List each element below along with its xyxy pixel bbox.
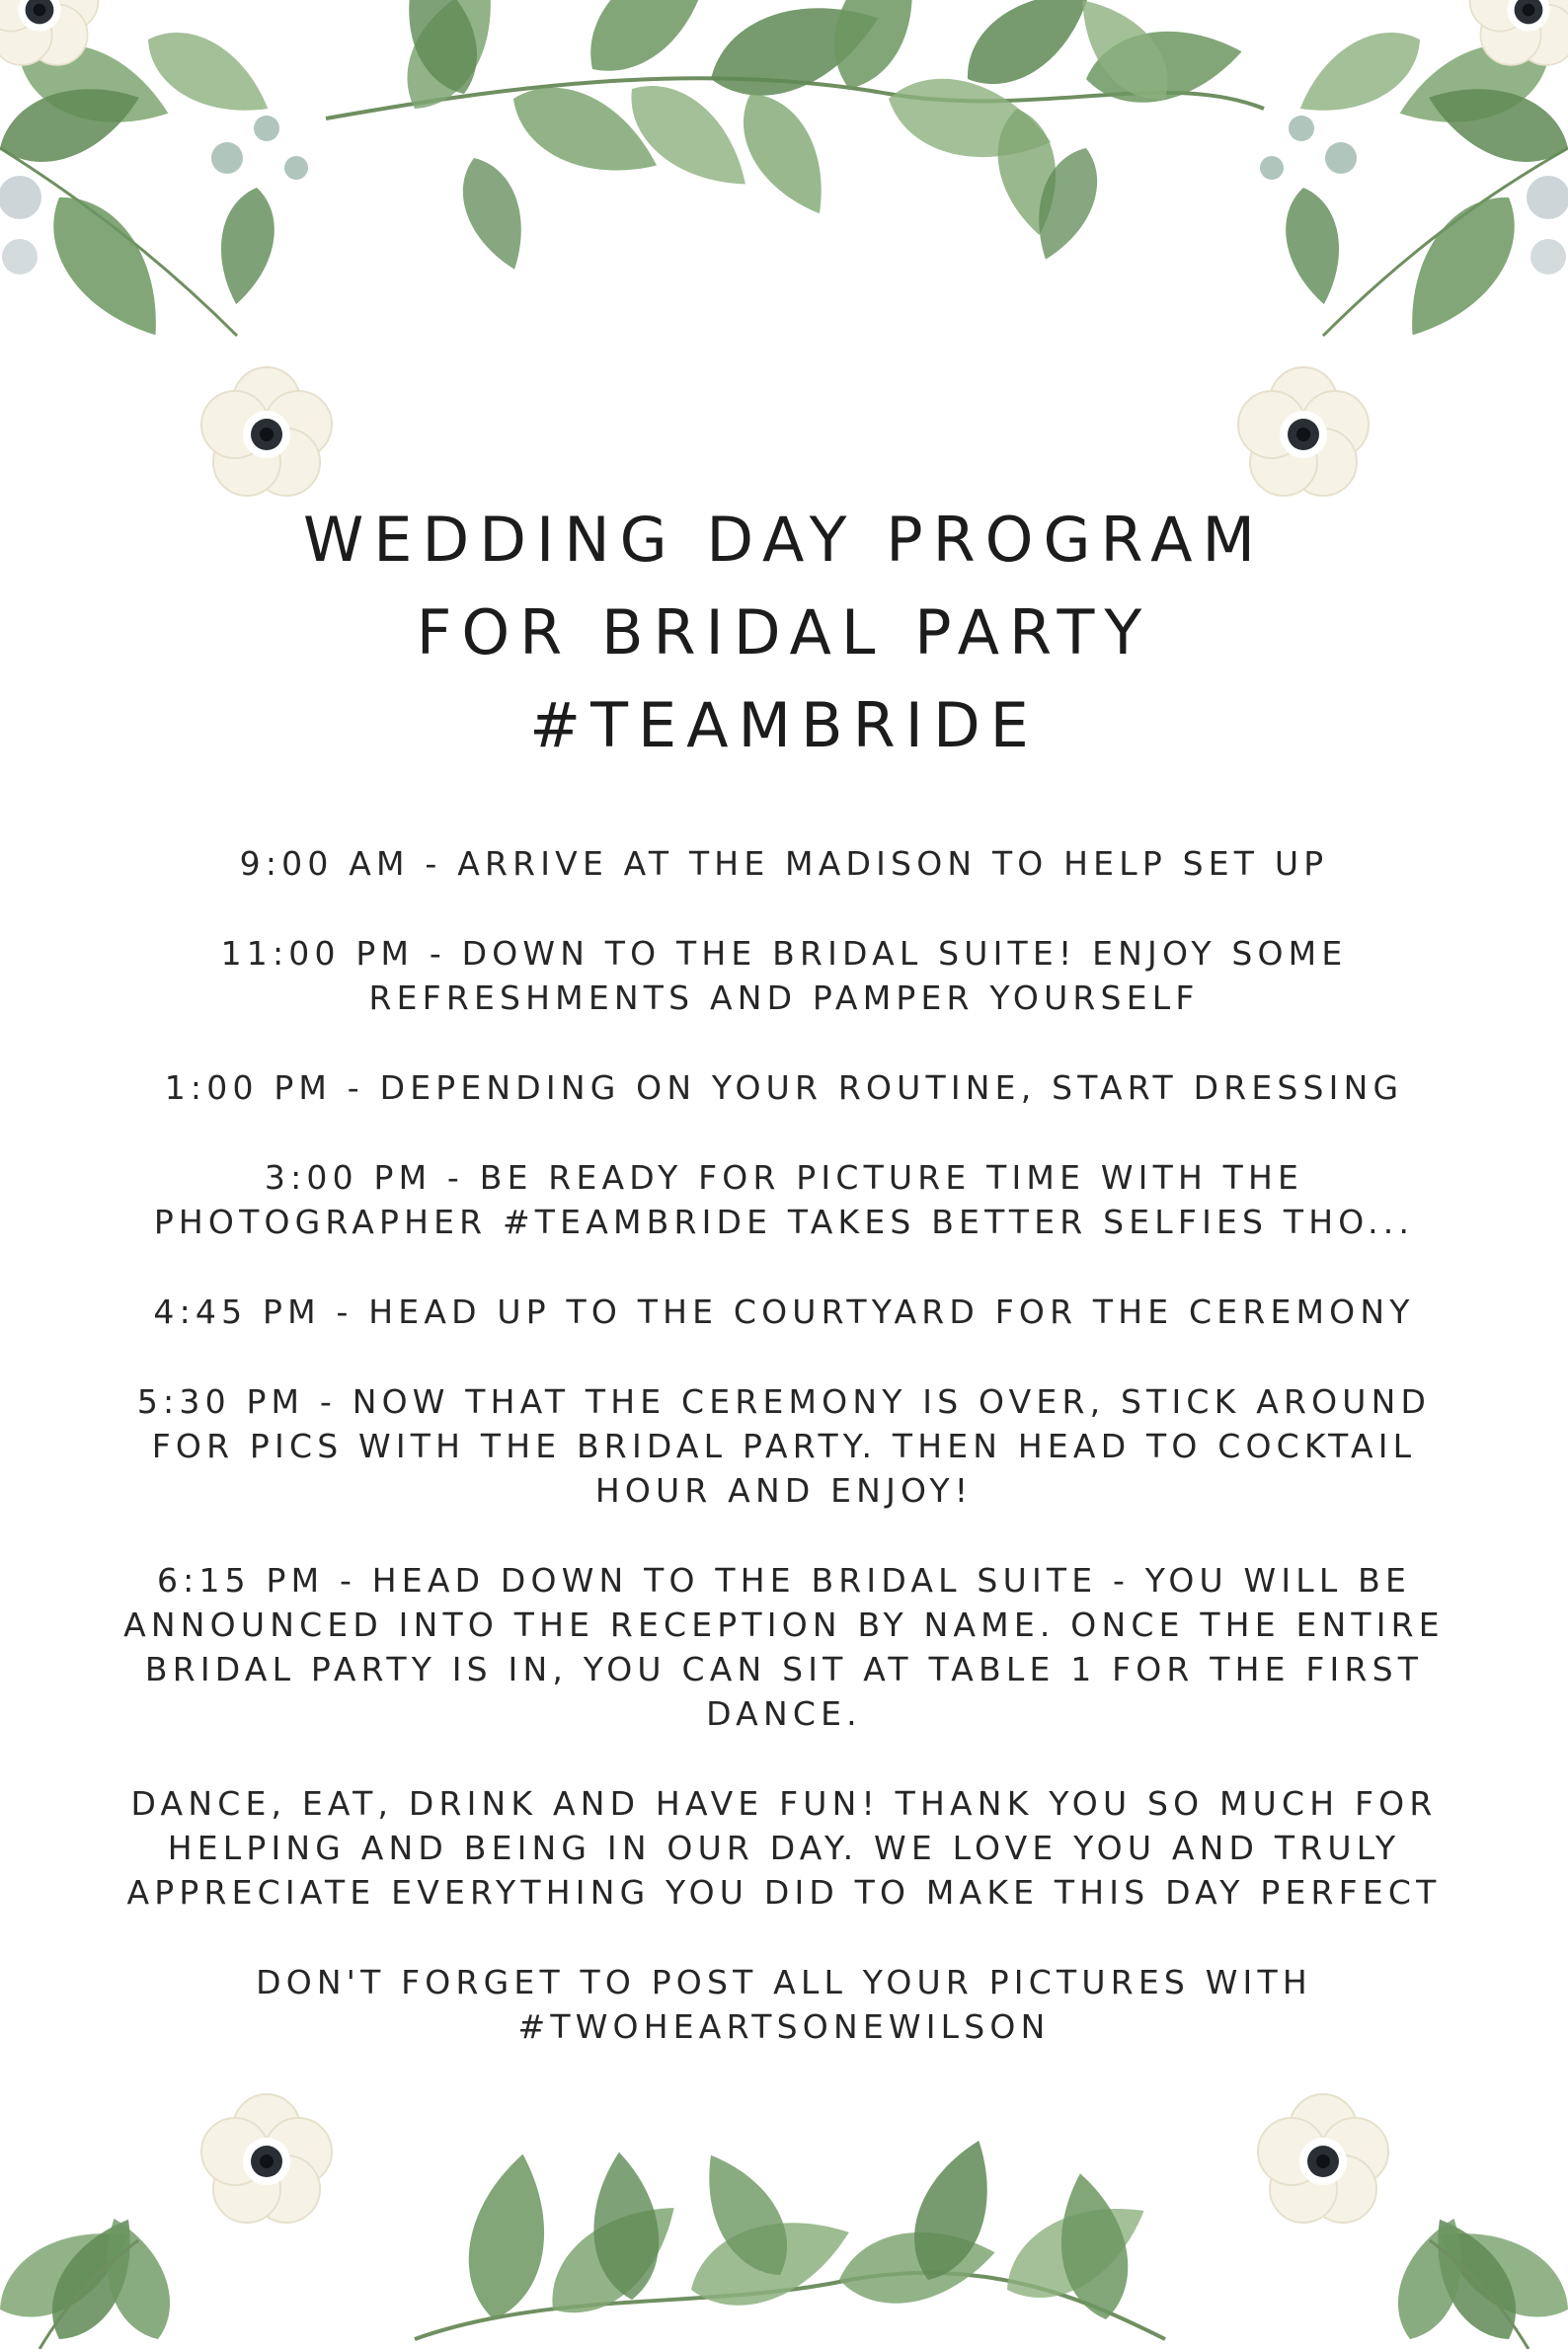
entry-line: DON'T FORGET TO POST ALL YOUR PICTURES WITH (256, 1963, 1312, 2001)
schedule-entry (43, 1065, 1525, 1110)
anemone-flower-icon (201, 367, 332, 496)
entry-line: 9:00 AM - ARRIVE AT THE MADISON TO HELP SET UP (239, 844, 1329, 883)
entry-line: 3:00 PM - BE READY FOR PICTURE TIME WITH THE (264, 1158, 1304, 1197)
entry-line: #TWOHEARTSONEWILSON (517, 2007, 1051, 2046)
floral-top-border (0, 0, 1568, 513)
anemone-flower-icon (1238, 367, 1369, 496)
entry-line: DANCE. (706, 1694, 862, 1733)
schedule-entry (43, 1558, 1525, 1736)
title-line: WEDDING DAY PROGRAM (303, 504, 1265, 576)
title-line: FOR BRIDAL PARTY (416, 596, 1152, 668)
closing-message (43, 1781, 1525, 1915)
entry-line: APPRECIATE EVERYTHING YOU DID TO MAKE THIS DAY PERFECT (126, 1873, 1442, 1912)
entry-line: 4:45 PM - HEAD UP TO THE COURTYARD FOR THE CEREMONY (153, 1292, 1415, 1331)
entry-line: DANCE, EAT, DRINK AND HAVE FUN! THANK YOU SO MUCH FOR (130, 1784, 1438, 1823)
schedule-entry (43, 931, 1525, 1020)
entry-line: FOR PICS WITH THE BRIDAL PARTY. THEN HEAD TO COCKTAIL (151, 1427, 1417, 1465)
entry-line: 5:30 PM - NOW THAT THE CEREMONY IS OVER, STICK AROUND (136, 1382, 1432, 1421)
leaf-cluster-top-right (1260, 14, 1568, 356)
schedule-entry (43, 1290, 1525, 1334)
hashtag-reminder (43, 1960, 1525, 2049)
entry-line: HELPING AND BEING IN OUR DAY. WE LOVE YOU AND TRULY (167, 1829, 1401, 1867)
anemone-flower-icon (1258, 2094, 1388, 2223)
entry-line: ANNOUNCED INTO THE RECEPTION BY NAME. ONCE THE ENTIRE (123, 1605, 1445, 1644)
schedule-entry (43, 1155, 1525, 1244)
title-hashtag: #TEAMBRIDE (529, 689, 1039, 761)
floral-bottom-border (0, 2063, 1568, 2349)
entry-line: BRIDAL PARTY IS IN, YOU CAN SIT AT TABLE 1 FOR THE FIRST (144, 1650, 1424, 1688)
leaf-cluster-bottom-left (0, 2205, 185, 2349)
entry-line: PHOTOGRAPHER #TEAMBRIDE TAKES BETTER SELFIES THO... (153, 1203, 1415, 1241)
entry-line: 11:00 PM - DOWN TO THE BRIDAL SUITE! ENJOY SOME (220, 934, 1348, 973)
schedule-list (43, 841, 1525, 2094)
entry-line: HOUR AND ENJOY! (594, 1471, 974, 1510)
leaf-cluster-top-center (326, 0, 1264, 278)
entry-line: 6:15 PM - HEAD DOWN TO THE BRIDAL SUITE - YOU WILL BE (156, 1561, 1412, 1600)
anemone-flower-icon (201, 2094, 332, 2223)
leaf-cluster-bottom-right (1383, 2205, 1568, 2349)
leaf-cluster-top-left (0, 14, 308, 356)
leaf-cluster-bottom-center (415, 2130, 1165, 2339)
entry-line: REFRESHMENTS AND PAMPER YOURSELF (368, 979, 1200, 1017)
schedule-entry (43, 1379, 1525, 1513)
program-title (0, 494, 1568, 772)
schedule-entry (43, 841, 1525, 886)
entry-line: 1:00 PM - DEPENDING ON YOUR ROUTINE, START DRESSING (164, 1068, 1404, 1107)
